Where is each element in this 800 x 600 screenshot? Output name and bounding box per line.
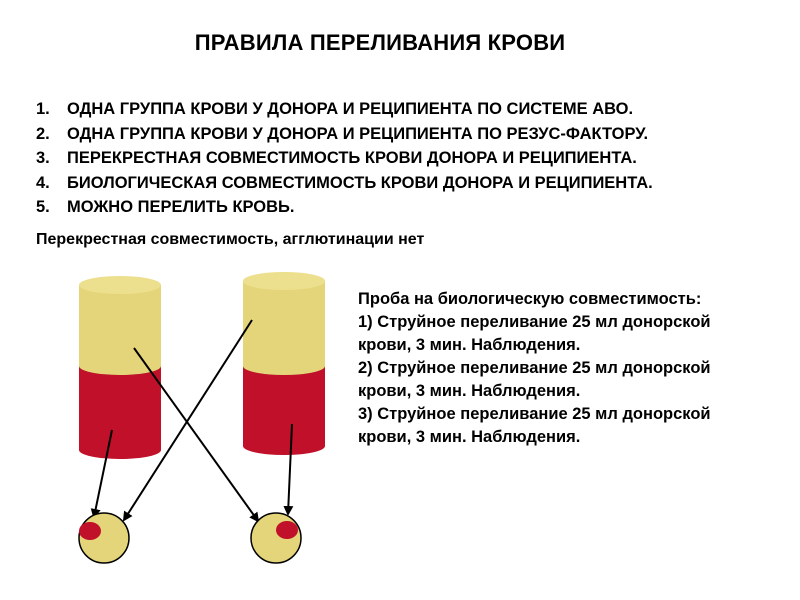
right-tube-plasma-top: [243, 272, 325, 290]
bio-test-step: 1) Струйное переливание 25 мл донорской крови, 3 мин. Наблюдения.: [358, 313, 711, 354]
left-tube-plasma: [79, 285, 161, 375]
rule-number: 5.: [36, 198, 50, 216]
right-mixed-drop: [251, 513, 301, 563]
rule-number: 4.: [36, 173, 50, 192]
rule-text: ОДНА ГРУППА КРОВИ У ДОНОРА И РЕЦИПИЕНТА ПО РЕЗУС-ФАКТОРУ.: [67, 124, 649, 143]
rule-number: 1.: [36, 100, 50, 118]
rule-text: МОЖНО ПЕРЕЛИТЬ КРОВЬ.: [67, 198, 295, 216]
rule-number: 3.: [36, 149, 50, 167]
bio-test-step: 2) Струйное переливание 25 мл донорской крови, 3 мин. Наблюдения.: [358, 359, 711, 400]
left-mixed-drop: [79, 513, 129, 563]
right-tube-plasma: [243, 281, 325, 375]
page-title: ПРАВИЛА ПЕРЕЛИВАНИЯ КРОВИ: [194, 30, 566, 55]
cross-test-caption: Перекрестная совместимость, агглютинации нет: [36, 231, 425, 248]
right-blood-tube: [243, 272, 325, 455]
rule-text: БИОЛОГИЧЕСКАЯ СОВМЕСТИМОСТЬ КРОВИ ДОНОРА И РЕЦИПИЕНТА.: [67, 173, 653, 192]
rule-text: ОДНА ГРУППА КРОВИ У ДОНОРА И РЕЦИПИЕНТА ПО СИСТЕМЕ АВО.: [67, 100, 634, 118]
right-tube-cells: [243, 366, 325, 455]
bio-test-step: 3) Струйное переливание 25 мл донорской крови, 3 мин. Наблюдения.: [358, 405, 711, 446]
rule-number: 2.: [36, 124, 50, 143]
left-tube-cells: [79, 366, 161, 459]
left-tube-plasma-top: [79, 276, 161, 294]
rule-text: ПЕРЕКРЕСТНАЯ СОВМЕСТИМОСТЬ КРОВИ ДОНОРА И РЕЦИПИЕНТА.: [67, 149, 637, 167]
bio-test-heading: Проба на биологическую совместимость:: [358, 290, 702, 308]
